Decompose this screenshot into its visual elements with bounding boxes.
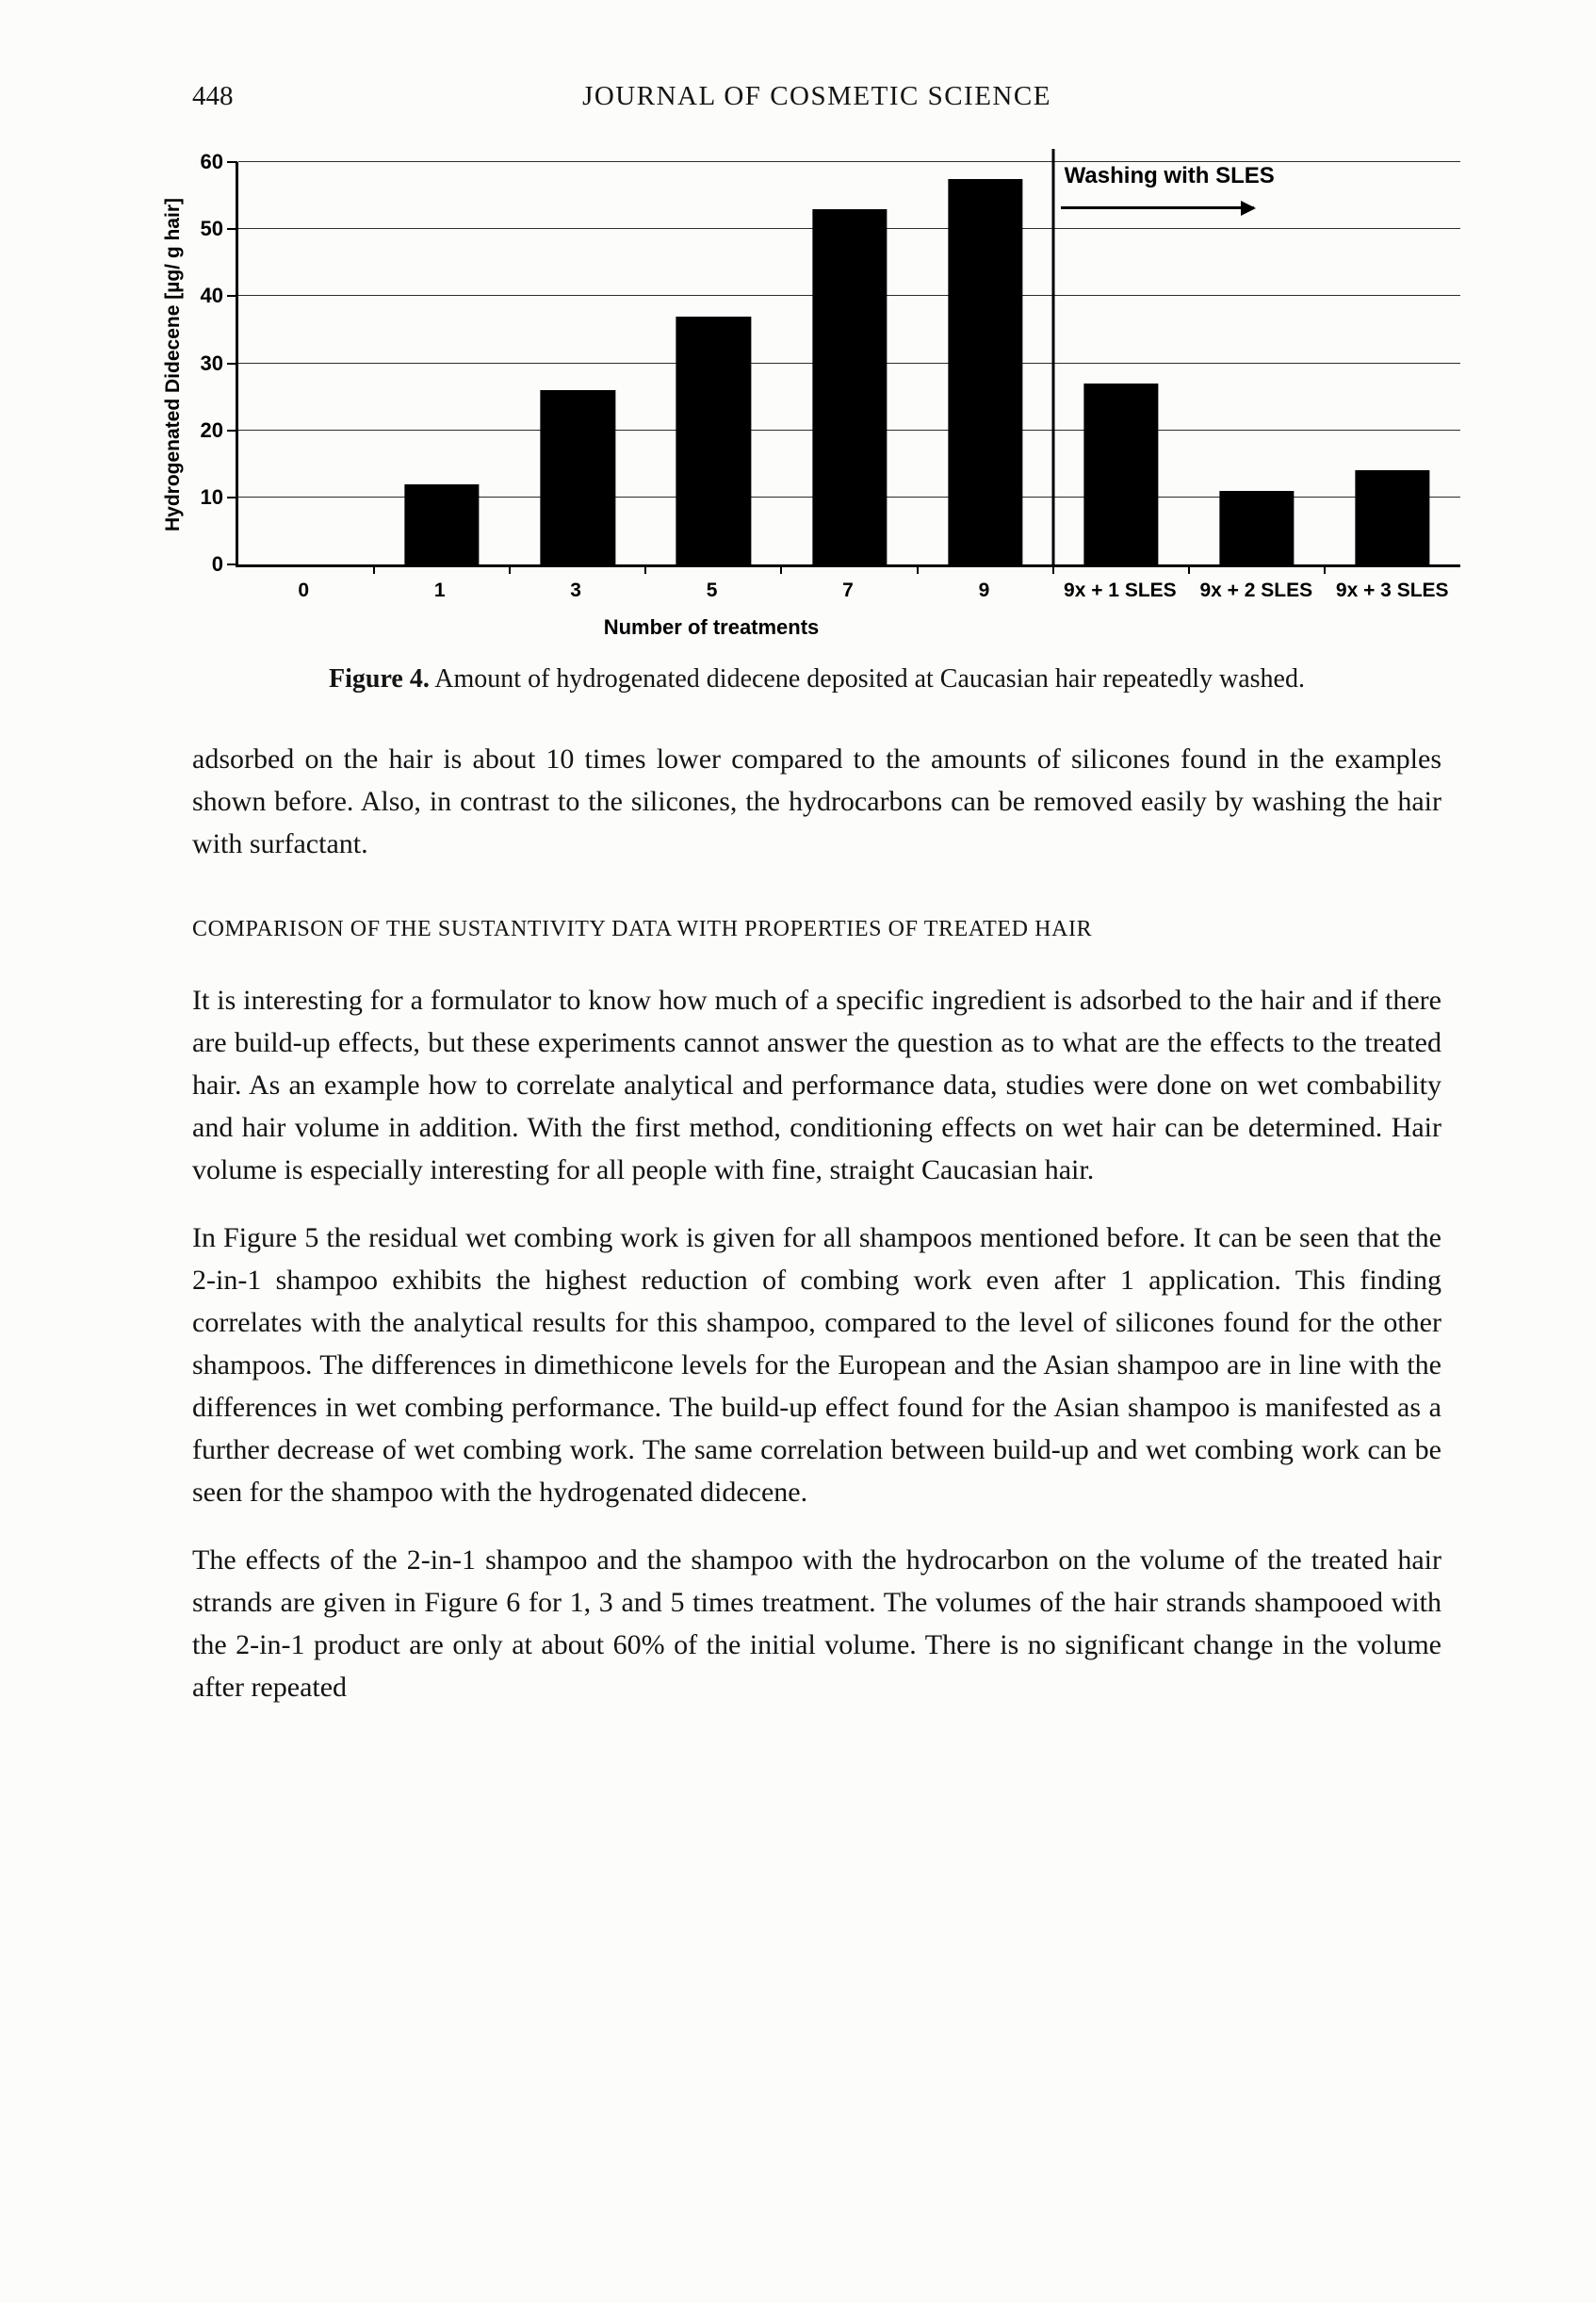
y-tick-label: 10 — [200, 484, 223, 509]
bar — [541, 390, 615, 564]
y-tick-mark — [227, 363, 237, 365]
bar — [1083, 384, 1158, 564]
x-tick-mark — [1324, 564, 1326, 574]
bar-chart — [141, 150, 1498, 640]
y-axis-label: Hydrogenated Didecene [µg/ g hair] — [162, 198, 184, 531]
sles-separator-line — [1051, 149, 1054, 564]
y-tick-label: 30 — [200, 351, 223, 375]
page-number: 448 — [192, 81, 234, 111]
x-tick-mark — [644, 564, 646, 574]
article-body — [0, 738, 1596, 1708]
x-tick-mark — [1052, 564, 1054, 574]
x-tick-label: 0 — [298, 580, 310, 601]
figure-caption — [192, 664, 1441, 694]
bar — [676, 317, 751, 564]
y-tick-mark — [227, 430, 237, 432]
x-tick-label: 9x + 1 SLES — [1064, 580, 1177, 601]
x-tick-label: 9x + 3 SLES — [1335, 580, 1449, 601]
y-tick-label: 40 — [200, 284, 223, 308]
y-tick-label: 0 — [211, 552, 223, 576]
annotation-washing-with-sles: Washing with SLES — [1064, 163, 1275, 188]
bar — [1219, 491, 1294, 564]
y-tick-mark — [227, 228, 237, 230]
journal-title: JOURNAL OF COSMETIC SCIENCE — [582, 81, 1051, 111]
y-tick-mark — [227, 564, 237, 565]
bar — [1355, 470, 1429, 564]
y-tick-mark — [227, 497, 237, 498]
x-tick-label: 3 — [570, 580, 581, 601]
right-arrow-icon — [1061, 206, 1254, 209]
y-tick-label: 50 — [200, 217, 223, 241]
bar — [405, 484, 480, 564]
bar — [948, 179, 1022, 564]
x-tick-label: 9x + 2 SLES — [1199, 580, 1313, 601]
x-tick-label: 5 — [706, 580, 718, 601]
page-header — [0, 0, 1596, 122]
paragraph-intro: adsorbed on the hair is about 10 times lower compared to the amounts of silicones found in the examples shown before. Also, in contrast to the silicones, the hydrocarbons can be removed easily by washing the hair with surfactant. — [192, 743, 1441, 859]
paragraph: The effects of the 2-in-1 shampoo and the shampoo with the hydrocarbon on the volume of the treated hair strands are given in Figure 6 for 1, 3 and 5 times treatment. The volumes of the hair strands shampooed with the 2-in-1 product are only at about 60% of the initial volume. There is no significant change in the volume after repeated — [192, 1544, 1441, 1703]
plot-area — [200, 150, 1460, 576]
paragraph: It is interesting for a formulator to know how much of a specific ingredient is adsorbed to the hair and if there are build-up effects, but these experiments cannot answer the question as to what are the effects to the treated hair. As an example how to correlate analytical and performance data, studies were done on wet combability and hair volume in addition. With the first method, conditioning effects on wet hair can be determined. Hair volume is especially interesting for all people with fine, straight Caucasian hair. — [192, 985, 1441, 1185]
x-tick-mark — [917, 564, 919, 574]
y-tick-label: 60 — [200, 150, 223, 173]
x-tick-label: 9 — [978, 580, 990, 601]
x-axis-tick-labels — [236, 580, 1460, 602]
bar — [812, 209, 887, 564]
section-heading: COMPARISON OF THE SUSTANTIVITY DATA WITH PROPERTIES OF TREATED HAIR — [192, 917, 1093, 941]
x-tick-mark — [509, 564, 511, 574]
y-tick-mark — [227, 161, 237, 163]
x-tick-label: 7 — [842, 580, 854, 601]
x-tick-label: 1 — [433, 580, 446, 601]
x-tick-mark — [780, 564, 782, 574]
y-tick-mark — [227, 295, 237, 297]
y-tick-label: 20 — [200, 417, 223, 442]
figure-4 — [0, 150, 1596, 694]
x-axis-title: Number of treatments — [603, 615, 820, 639]
paragraph: In Figure 5 the residual wet combing work is given for all shampoos mentioned before. It can be seen that the 2-in-1 shampoo exhibits the highest reduction of combing work even after 1 application. This finding correlates with the analytical results for this shampoo, compared to the level of silicones found for the other shampoos. The differences in dimethicone levels for the European and the Asian shampoo are in line with the differences in wet combing performance. The build-up effect found for the Asian shampoo is manifested as a further decrease of wet combing work. The same correlation between build-up and wet combing work can be seen for the shampoo with the hydrogenated didecene. — [192, 1222, 1441, 1508]
figure-caption-text: Amount of hydrogenated didecene deposited at Caucasian hair repeatedly washed. — [434, 664, 1305, 694]
figure-caption-label: Figure 4. — [329, 664, 430, 694]
gridline — [238, 161, 1460, 162]
x-tick-mark — [1188, 564, 1190, 574]
x-tick-mark — [373, 564, 375, 574]
